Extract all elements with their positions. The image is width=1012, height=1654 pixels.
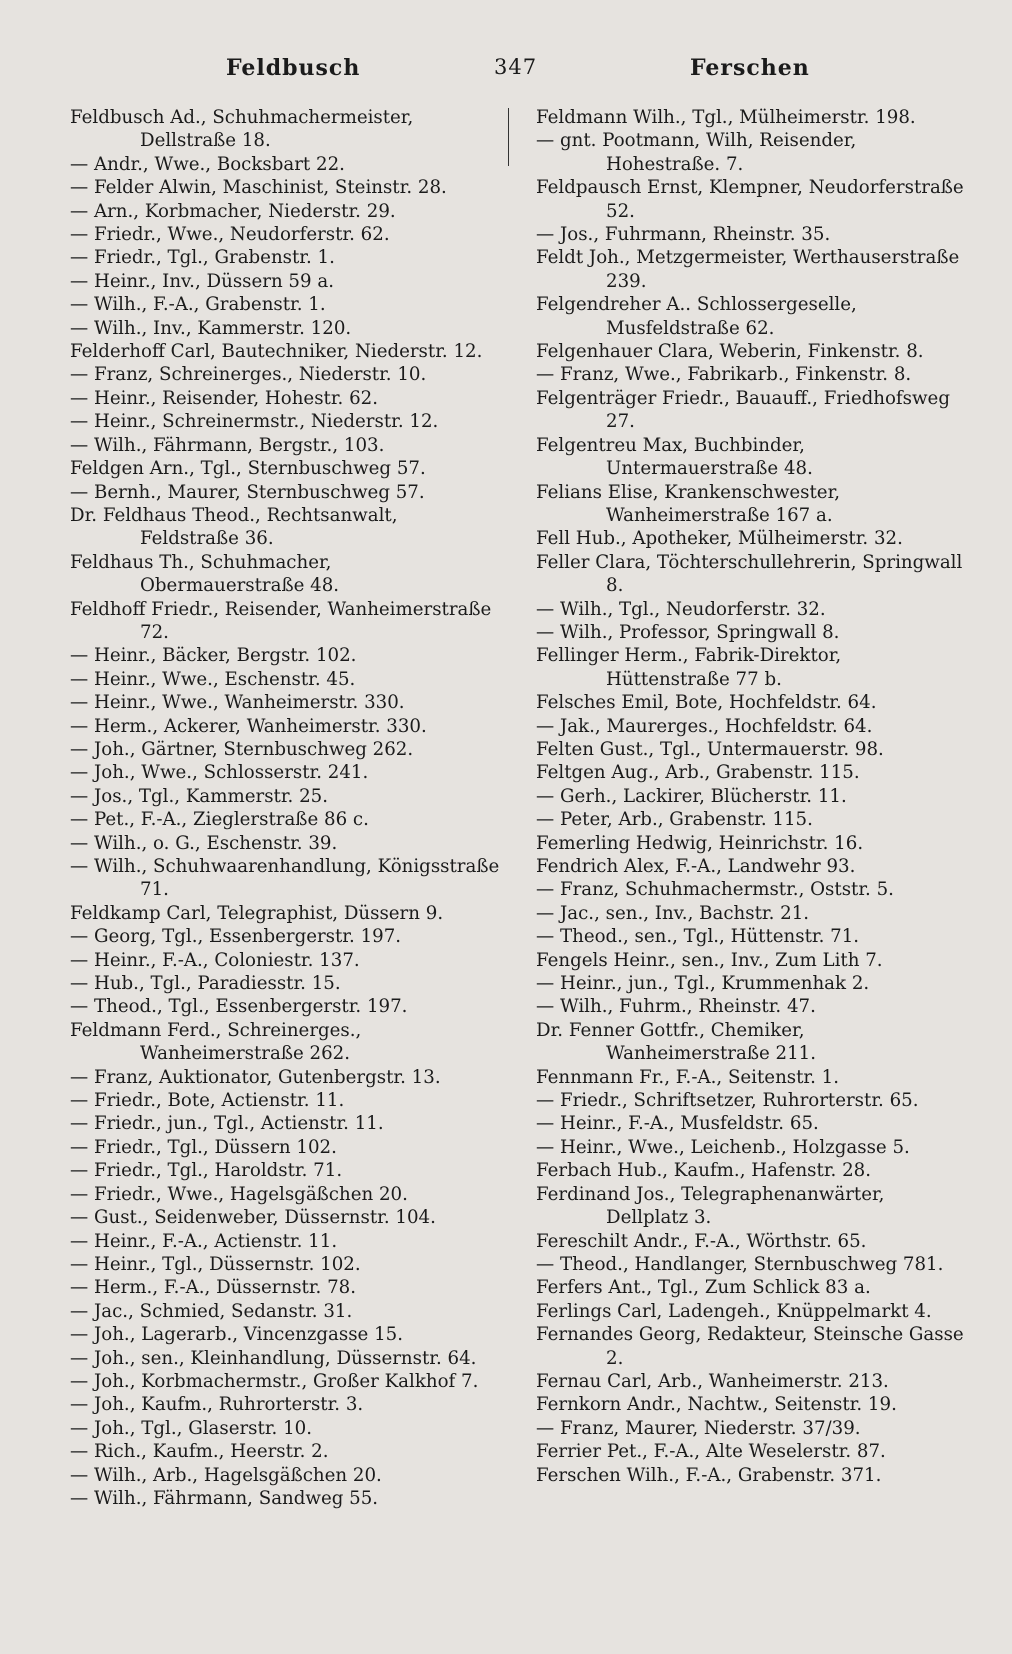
directory-entry: — Gerh., Lackirer, Blücherstr. 11. [536, 785, 847, 807]
directory-entry: — Theod., sen., Tgl., Hüttenstr. 71. [536, 926, 860, 948]
directory-entry: Fereschilt Andr., F.-A., Wörthstr. 65. [536, 1230, 867, 1252]
directory-entry: — Friedr., Tgl., Grabenstr. 1. [70, 247, 335, 269]
directory-entry: Feldhaus Th., Schuhmacher, Obermauerstraße 48. [70, 551, 340, 597]
column-divider [508, 108, 509, 166]
directory-entry: — Friedr., Wwe., Neudorferstr. 62. [70, 224, 390, 246]
directory-entry: Felgendreher A.. Schlossergeselle, Musfeldstraße 62. [536, 294, 857, 339]
directory-entry: Feldgen Arn., Tgl., Sternbuschweg 57. [70, 458, 426, 480]
directory-entry: Femerling Hedwig, Heinrichstr. 16. [536, 832, 864, 854]
directory-entry: — Joh., Lagerarb., Vincenzgasse 15. [70, 1324, 404, 1346]
directory-entry: Felians Elise, Krankenschwester, Wanheimerstraße 167 a. [536, 481, 841, 526]
directory-entry: Felten Gust., Tgl., Untermauerstr. 98. [536, 738, 884, 760]
directory-entry: — Joh., Wwe., Schlosserstr. 241. [70, 762, 369, 784]
directory-entry: — Franz, Wwe., Fabrikarb., Finkenstr. 8. [536, 364, 912, 386]
directory-entry: — Wilh., Fuhrm., Rheinstr. 47. [536, 996, 816, 1018]
directory-entry: Ferrier Pet., F.-A., Alte Weselerstr. 87. [536, 1441, 886, 1463]
directory-entry: — Heinr., Schreinermstr., Niederstr. 12. [70, 411, 439, 433]
directory-entry: — Arn., Korbmacher, Niederstr. 29. [70, 200, 396, 222]
directory-entry: — Franz, Schreinerges., Niederstr. 10. [70, 364, 427, 386]
directory-entry: Feldpausch Ernst, Klempner, Neudorferstraße 52. [536, 177, 964, 222]
directory-entry: Ferlings Carl, Ladengeh., Knüppelmarkt 4. [536, 1300, 932, 1322]
directory-entry: — Wilh., F.-A., Grabenstr. 1. [70, 294, 326, 316]
directory-entry: — Wilh., o. G., Eschenstr. 39. [70, 832, 338, 854]
directory-entry: — Jac., sen., Inv., Bachstr. 21. [536, 902, 810, 924]
directory-entry: — Joh., Korbmachermstr., Großer Kalkhof 7. [70, 1370, 479, 1392]
directory-entry: — Wilh., Inv., Kammerstr. 120. [70, 317, 352, 339]
page-header [0, 55, 1012, 91]
directory-entry: Fernau Carl, Arb., Wanheimerstr. 213. [536, 1370, 889, 1392]
directory-entry: — Felder Alwin, Maschinist, Steinstr. 28. [70, 177, 447, 199]
directory-entry: — Pet., F.-A., Zieglerstraße 86 c. [70, 809, 369, 831]
directory-entry: — Wilh., Fährmann, Sandweg 55. [70, 1487, 379, 1509]
directory-entry: Ferbach Hub., Kaufm., Hafenstr. 28. [536, 1160, 872, 1182]
directory-entry: Feldt Joh., Metzgermeister, Werthauserstraße 239. [536, 247, 960, 292]
directory-entry: Fendrich Alex, F.-A., Landwehr 93. [536, 856, 856, 877]
directory-entry: — gnt. Pootmann, Wilh, Reisender, Hohestraße. 7. [536, 130, 857, 175]
directory-entry: — Herm., Ackerer, Wanheimerstr. 330. [70, 715, 427, 737]
left-column [70, 106, 500, 1510]
directory-entry: Fennmann Fr., F.-A., Seitenstr. 1. [536, 1066, 840, 1088]
directory-entry: — Heinr., Inv., Düssern 59 a. [70, 270, 334, 292]
directory-entry: — Gust., Seidenweber, Düssernstr. 104. [70, 1207, 436, 1229]
directory-entry: — Heinr., Wwe., Eschenstr. 45. [70, 668, 356, 690]
directory-entry: Ferdinand Jos., Telegraphenanwärter, Dellplatz 3. [536, 1183, 885, 1229]
directory-entry: — Wilh., Schuhwaarenhandlung, Königsstraße 71. [70, 856, 500, 901]
directory-entry: — Friedr., Tgl., Haroldstr. 71. [70, 1160, 343, 1182]
header-left-keyword: Feldbusch [226, 55, 361, 81]
directory-entry: — Heinr., F.-A., Coloniestr. 137. [70, 949, 360, 971]
directory-entry: Feldbusch Ad., Schuhmachermeister, Dellstraße 18. [70, 107, 414, 152]
directory-entry: Felgenträger Friedr., Bauauff., Friedhofsweg 27. [536, 387, 950, 433]
directory-entry: Fernkorn Andr., Nachtw., Seitenstr. 19. [536, 1394, 897, 1416]
directory-entry: — Joh., Gärtner, Sternbuschweg 262. [70, 738, 414, 760]
directory-entry: — Joh., Tgl., Glaserstr. 10. [70, 1417, 313, 1439]
directory-entry: Ferfers Ant., Tgl., Zum Schlick 83 a. [536, 1277, 871, 1299]
directory-entry: — Theod., Tgl., Essenbergerstr. 197. [70, 996, 408, 1018]
directory-entry: Fernandes Georg, Redakteur, Steinsche Gasse 2. [536, 1324, 964, 1369]
directory-entry: — Hub., Tgl., Paradiesstr. 15. [70, 973, 341, 995]
directory-entry: — Andr., Wwe., Bocksbart 22. [70, 153, 345, 175]
directory-entry: — Joh., sen., Kleinhandlung, Düssernstr. 64. [70, 1347, 477, 1369]
directory-entry: — Wilh., Fährmann, Bergstr., 103. [70, 434, 385, 456]
directory-entry: — Peter, Arb., Grabenstr. 115. [536, 809, 813, 831]
directory-entry: — Heinr., F.-A., Musfeldstr. 65. [536, 1113, 819, 1135]
directory-entry: Feldmann Ferd., Schreinerges., Wanheimerstraße 262. [70, 1019, 362, 1065]
directory-entry: — Heinr., Bäcker, Bergstr. 102. [70, 645, 357, 667]
directory-entry: Felsches Emil, Bote, Hochfeldstr. 64. [536, 692, 877, 714]
directory-entry: Feldhoff Friedr., Reisender, Wanheimerstraße 72. [70, 598, 492, 643]
right-column [536, 106, 966, 1487]
directory-entry: — Jos., Fuhrmann, Rheinstr. 35. [536, 224, 831, 246]
directory-entry: — Heinr., F.-A., Actienstr. 11. [70, 1230, 338, 1252]
directory-entry: — Jos., Tgl., Kammerstr. 25. [70, 785, 329, 807]
directory-entry: — Rich., Kaufm., Heerstr. 2. [70, 1441, 329, 1463]
directory-entry: — Theod., Handlanger, Sternbuschweg 781. [536, 1253, 944, 1275]
directory-entry: Felgenhauer Clara, Weberin, Finkenstr. 8. [536, 341, 924, 363]
directory-entry: — Heinr., Wwe., Leichenb., Holzgasse 5. [536, 1136, 910, 1158]
directory-entry: Fell Hub., Apotheker, Mülheimerstr. 32. [536, 528, 903, 550]
directory-entry: — Heinr., Reisender, Hohestr. 62. [70, 387, 379, 409]
directory-entry: — Franz, Schuhmachermstr., Oststr. 5. [536, 879, 894, 901]
directory-entry: — Franz, Maurer, Niederstr. 37/39. [536, 1417, 861, 1439]
directory-entry: — Friedr., Tgl., Düssern 102. [70, 1136, 337, 1158]
directory-entry: — Friedr., Bote, Actienstr. 11. [70, 1090, 345, 1112]
header-right-keyword: Ferschen [690, 55, 810, 81]
directory-entry: Fengels Heinr., sen., Inv., Zum Lith 7. [536, 949, 883, 971]
directory-entry: — Friedr., jun., Tgl., Actienstr. 11. [70, 1113, 384, 1135]
directory-entry: — Heinr., jun., Tgl., Krummenhak 2. [536, 973, 870, 995]
directory-entry: — Wilh., Arb., Hagelsgäßchen 20. [70, 1464, 382, 1486]
directory-entry: — Jac., Schmied, Sedanstr. 31. [70, 1300, 353, 1322]
directory-entry: — Franz, Auktionator, Gutenbergstr. 13. [70, 1066, 441, 1088]
directory-entry: — Bernh., Maurer, Sternbuschweg 57. [70, 481, 425, 503]
directory-entry: Felderhoff Carl, Bautechniker, Niederstr. 12. [70, 341, 483, 363]
directory-entry: — Georg, Tgl., Essenbergerstr. 197. [70, 926, 402, 948]
page-number: 347 [494, 55, 538, 79]
directory-entry: — Herm., F.-A., Düssernstr. 78. [70, 1277, 357, 1299]
directory-entry: Fellinger Herm., Fabrik-Direktor, Hüttenstraße 77 b. [536, 645, 842, 690]
directory-entry: Feller Clara, Töchterschullehrerin, Springwall 8. [536, 551, 963, 597]
directory-entry: Felgentreu Max, Buchbinder, Untermauerstraße 48. [536, 434, 813, 480]
directory-entry: — Friedr., Wwe., Hagelsgäßchen 20. [70, 1183, 408, 1205]
directory-entry: — Wilh., Tgl., Neudorferstr. 32. [536, 598, 826, 620]
directory-entry: — Friedr., Schriftsetzer, Ruhrorterstr. 65. [536, 1090, 919, 1112]
directory-entry: Dr. Fenner Gottfr., Chemiker, Wanheimerstraße 211. [536, 1019, 817, 1065]
directory-entry: — Jak., Maurerges., Hochfeldstr. 64. [536, 715, 873, 737]
directory-entry: Feldmann Wilh., Tgl., Mülheimerstr. 198. [536, 107, 916, 128]
directory-entry: Dr. Feldhaus Theod., Rechtsanwalt, Feldstraße 36. [70, 504, 398, 550]
directory-entry: — Heinr., Tgl., Düssernstr. 102. [70, 1253, 361, 1275]
directory-entry: Ferschen Wilh., F.-A., Grabenstr. 371. [536, 1464, 882, 1486]
directory-entry: — Joh., Kaufm., Ruhrorterstr. 3. [70, 1394, 364, 1416]
directory-entry: Feltgen Aug., Arb., Grabenstr. 115. [536, 762, 860, 784]
directory-entry: — Wilh., Professor, Springwall 8. [536, 621, 840, 643]
directory-entry: — Heinr., Wwe., Wanheimerstr. 330. [70, 692, 405, 714]
directory-entry: Feldkamp Carl, Telegraphist, Düssern 9. [70, 902, 444, 924]
